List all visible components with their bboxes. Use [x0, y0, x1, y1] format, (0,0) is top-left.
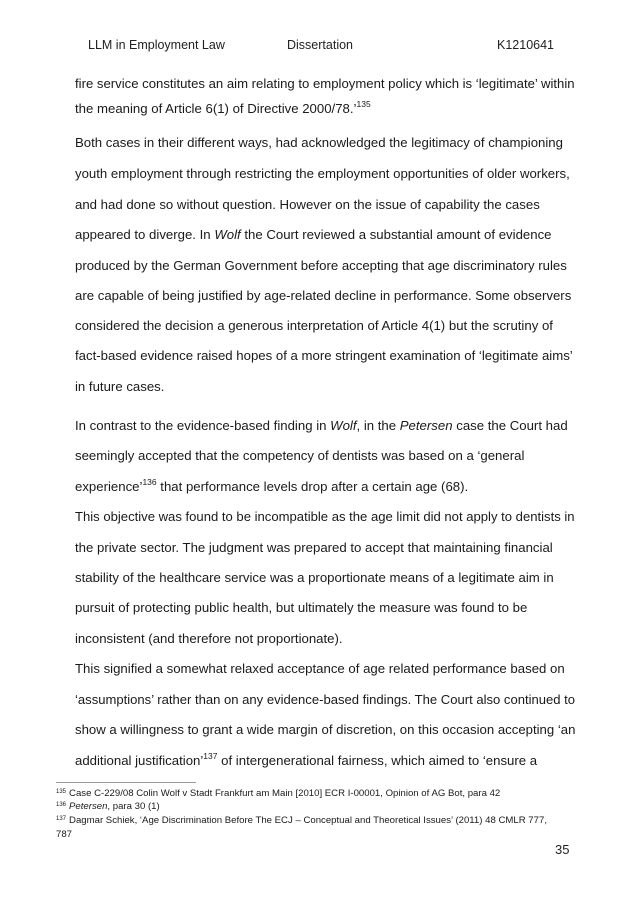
- body-line: [75, 753, 537, 769]
- body-line: [75, 76, 575, 92]
- text-run: that performance levels drop after a certain age (68).: [156, 479, 469, 494]
- footnote-line: [56, 829, 72, 841]
- footnote-line: [56, 788, 500, 800]
- text-run: ‘assumptions’ rather than on any evidence-based findings. The Court also continued to: [75, 692, 576, 707]
- body-line: [75, 479, 468, 495]
- footnote-marker: 136: [142, 477, 157, 487]
- body-line: [75, 600, 527, 616]
- footnote-marker: 136: [56, 802, 67, 808]
- text-run: experience’: [75, 479, 143, 494]
- body-line: [75, 318, 553, 334]
- page-number: 35: [555, 842, 570, 857]
- footnote-marker: 135: [356, 99, 371, 109]
- text-run: fire service constitutes an aim relating to employment policy which is ‘legitimate’ within: [75, 76, 575, 91]
- case-name: Petersen: [399, 418, 453, 433]
- text-run: are capable of being justified by age-related decline in performance. Some observers: [75, 288, 572, 303]
- body-line: [75, 692, 575, 708]
- body-line: [75, 631, 343, 647]
- footnote-marker: 135: [56, 789, 67, 795]
- body-line: [75, 288, 571, 304]
- text-run: 787: [56, 829, 73, 840]
- body-line: [75, 570, 554, 586]
- footnote-marker: 137: [203, 751, 218, 761]
- text-run: inconsistent (and therefore not proportionate).: [75, 631, 343, 646]
- text-run: seemingly accepted that the competency of dentists was based on a ‘general: [75, 448, 525, 463]
- body-line: [75, 509, 575, 525]
- text-run: This signified a somewhat relaxed acceptance of age related performance based on: [75, 661, 565, 676]
- body-line: [75, 258, 567, 274]
- text-run: appeared to diverge. In: [75, 227, 215, 242]
- text-run: additional justification’: [75, 753, 204, 768]
- body-line: [75, 135, 563, 151]
- footnote-separator: [56, 782, 196, 783]
- text-run: Case C-229/08 Colin Wolf v Stadt Frankfurt am Main [2010] ECR I-00001, Opinion of AG Bot, para 42: [69, 788, 501, 799]
- body-line: [75, 379, 164, 395]
- text-run: pursuit of protecting public health, but ultimately the measure was found to be: [75, 600, 528, 615]
- header-student-id: K1210641: [497, 38, 555, 52]
- text-run: In contrast to the evidence-based finding in: [75, 418, 331, 433]
- case-name: Wolf: [330, 418, 357, 433]
- text-run: of intergenerational fairness, which aimed to ‘ensure a: [217, 753, 538, 768]
- body-line: [75, 418, 568, 434]
- footnote-marker: 137: [56, 816, 67, 822]
- text-run: considered the decision a generous interpretation of Article 4(1) but the scrutiny of: [75, 318, 553, 333]
- text-run: Dagmar Schiek, ‘Age Discrimination Before The ECJ – Conceptual and Theoretical Issues’ (2011) 48 CMLR 777,: [69, 815, 547, 826]
- text-run: the private sector. The judgment was prepared to accept that maintaining financial: [75, 540, 553, 555]
- body-line: [75, 166, 570, 182]
- text-run: youth employment through restricting the employment opportunities of older workers,: [75, 166, 570, 181]
- case-name: Wolf: [214, 227, 241, 242]
- body-line: [75, 661, 565, 677]
- body-line: [75, 540, 553, 556]
- text-run: , para 30 (1): [107, 801, 160, 812]
- body-line: [75, 101, 371, 117]
- text-run: show a willingness to grant a wide margin of discretion, on this occasion accepting ‘an: [75, 722, 576, 737]
- header-document-type: Dissertation: [287, 38, 353, 52]
- footnote-line: [56, 815, 547, 827]
- text-run: , in the: [356, 418, 400, 433]
- case-name: Petersen: [69, 801, 108, 812]
- text-run: in future cases.: [75, 379, 165, 394]
- text-run: Both cases in their different ways, had acknowledged the legitimacy of championing: [75, 135, 563, 150]
- body-line: [75, 348, 573, 364]
- body-line: [75, 448, 524, 464]
- text-run: case the Court had: [452, 418, 568, 433]
- body-line: [75, 722, 575, 738]
- text-run: This objective was found to be incompatible as the age limit did not apply to dentists in: [75, 509, 575, 524]
- text-run: fact-based evidence raised hopes of a more stringent examination of ‘legitimate aims’: [75, 348, 573, 363]
- text-run: produced by the German Government before accepting that age discriminatory rules: [75, 258, 567, 273]
- text-run: stability of the healthcare service was a proportionate means of a legitimate aim in: [75, 570, 554, 585]
- text-run: the meaning of Article 6(1) of Directive 2000/78.’: [75, 101, 357, 116]
- footnote-line: [56, 801, 160, 813]
- page-header: [0, 38, 638, 54]
- text-run: and had done so without question. However on the issue of capability the cases: [75, 197, 540, 212]
- header-course: LLM in Employment Law: [88, 38, 225, 52]
- body-line: [75, 197, 540, 213]
- text-run: the Court reviewed a substantial amount of evidence: [240, 227, 552, 242]
- body-line: [75, 227, 552, 243]
